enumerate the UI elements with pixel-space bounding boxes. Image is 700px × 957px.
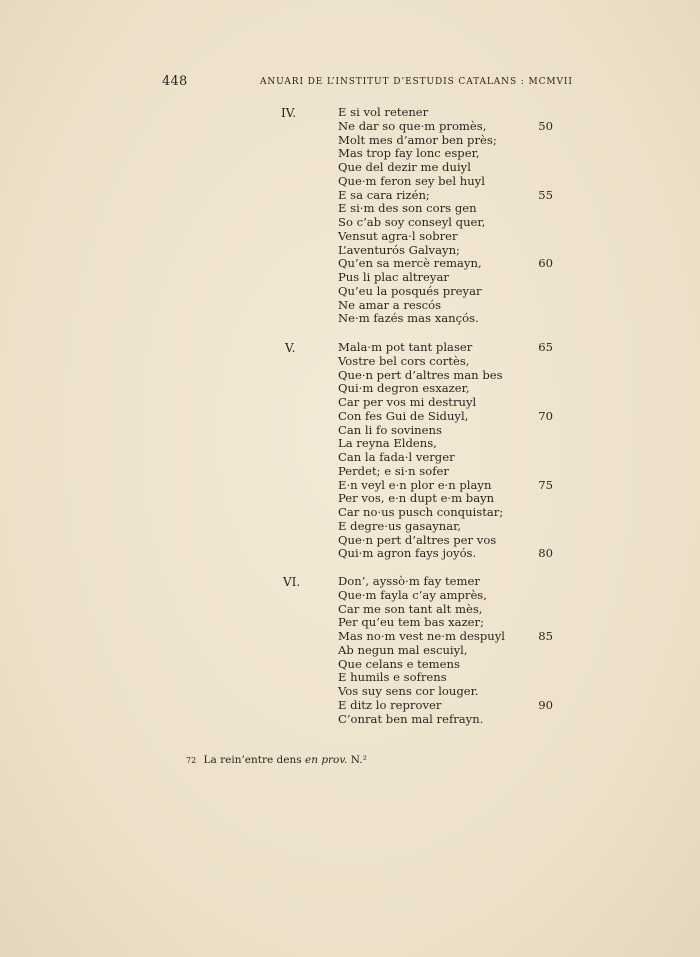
verse-line: Mas no·m vest ne·m despuyl [338, 629, 506, 643]
page-number: 448 [162, 74, 188, 89]
verse-line: Perdet; e si·n sofer [338, 463, 449, 478]
line-number: 90 [538, 697, 553, 712]
verse-line: E degre·us gasaynar, [338, 518, 462, 533]
verse-line: Can la fada·l verger [338, 450, 455, 464]
line-number: 75 [538, 477, 553, 492]
verse-line: E si·m des son cors gen [338, 201, 477, 216]
verse-line: Ab negun mal escuiyl, [338, 642, 468, 657]
verse-line: Que celans e temens [338, 656, 460, 671]
verse-line: Pus li plac altreyar [338, 270, 449, 284]
verse-line: Qui·m agron fays joyós. [338, 546, 477, 561]
line-number: 55 [538, 187, 553, 202]
line-number: 80 [538, 546, 553, 561]
footnote-text: La rein’entre dens [203, 754, 302, 766]
verse-line: Ne dar so que·m promès, [338, 118, 487, 133]
verse-line: C’onrat ben mal refrayn. [338, 711, 484, 726]
footnote-number: 72 [186, 756, 197, 765]
verse-line: Can li fo sovinens [338, 422, 442, 437]
verse-line: La reyna Eldens, [338, 436, 437, 451]
verse-line: Que·n pert d’altres per vos [338, 532, 497, 547]
verse-line: Ne·m fazés mas xançós. [338, 311, 479, 326]
verse-line: Molt mes d’amor ben près; [338, 132, 497, 147]
verse-line: Don’, ayssò·m fay temer [338, 574, 480, 588]
verse-line: So c’ab soy conseyl quer, [338, 215, 486, 229]
line-number: 85 [538, 629, 553, 643]
verse-line: Qui·m degron esxazer, [338, 381, 470, 396]
verse-line: E humils e sofrens [338, 670, 447, 685]
verse-line: Vensut agra·l sobrer [338, 228, 458, 243]
footnote [186, 754, 367, 766]
running-title: ANUARI DE L’INSTITUT D’ESTUDIS CATALANS : MCMVII [260, 77, 573, 87]
verse-line: Ne amar a rescós [338, 297, 442, 312]
line-number: 65 [538, 340, 553, 354]
verse-line: E ditz lo reprover [338, 697, 442, 712]
stanza-label: V. [285, 341, 296, 355]
footnote-italic: en prov. [305, 754, 348, 766]
verse-line: Qu’eu la posqués preyar [338, 283, 482, 298]
verse-line: Car me son tant alt mès, [338, 601, 483, 616]
verse-line: Mala·m pot tant plaser [338, 340, 473, 354]
verse-line: Per qu’eu tem bas xazer; [338, 615, 484, 630]
verse-line: Mas trop fay lonc esper, [338, 146, 480, 161]
verse-line: Vostre bel cors cortès, [338, 353, 470, 368]
footnote-siglum: N.² [350, 754, 367, 766]
verse-line: Que·m fayla c’ay amprès, [338, 587, 487, 602]
verse-line: Qu’en sa mercè remayn, [338, 256, 482, 271]
verse-line: L’aventurós Galvayn; [338, 242, 460, 257]
verse-line: E·n veyl e·n plor e·n playn [338, 477, 492, 492]
line-number: 60 [538, 256, 553, 271]
verse-line: Per vos, e·n dupt e·m bayn [338, 491, 495, 506]
verse-line: E si vol retener [338, 105, 429, 119]
verse-line: Con fes Gui de Siduyl, [338, 408, 469, 423]
verse-line: Car no·us pusch conquistar; [338, 505, 504, 519]
verse-line: E sa cara rizén; [338, 187, 430, 202]
verse-line: Vos suy sens cor louger. [338, 684, 479, 698]
verse-line: Que del dezir me duiyl [338, 160, 471, 174]
line-number: 50 [538, 118, 553, 133]
verse-line: Car per vos mi destruyl [338, 395, 477, 409]
stanza-label: IV. [281, 106, 297, 120]
stanza-label: VI. [283, 575, 301, 589]
verse-line: Que·m feron sey bel huyl [338, 173, 485, 188]
line-number: 70 [538, 408, 553, 423]
verse-line: Que·n pert d’altres man bes [338, 367, 503, 382]
